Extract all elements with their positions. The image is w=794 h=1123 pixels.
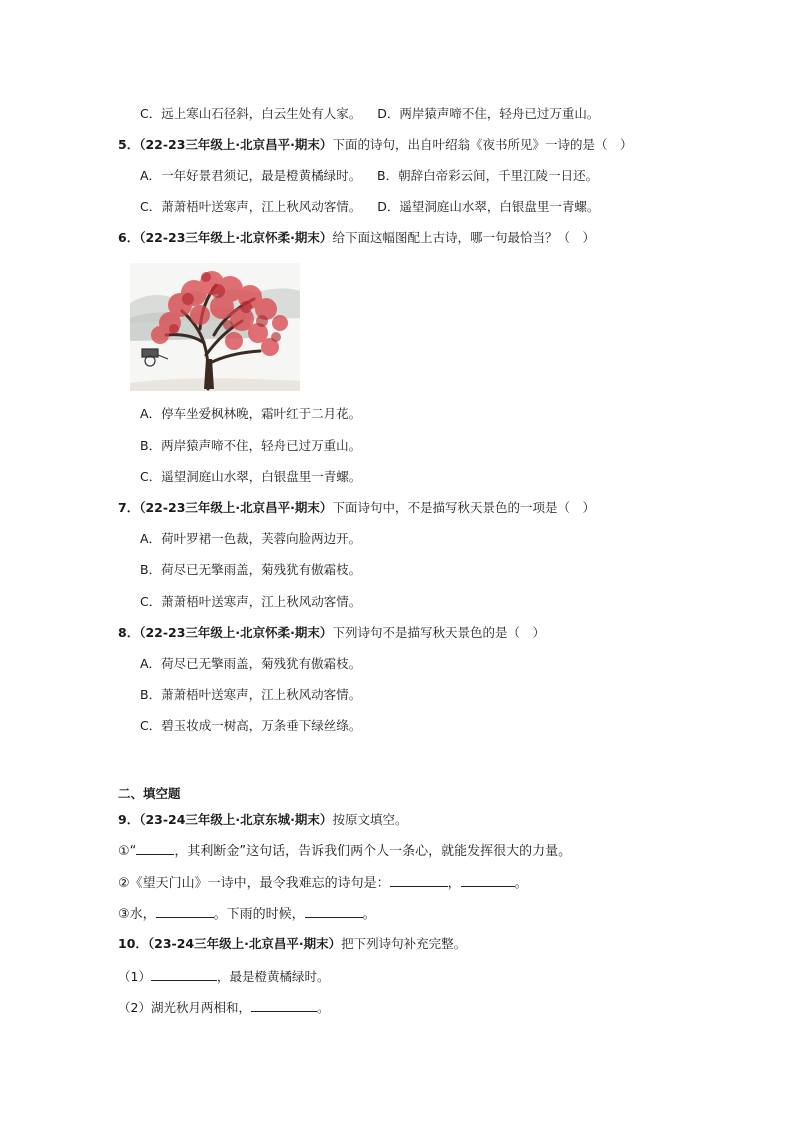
item-text: 。 bbox=[362, 907, 376, 922]
option-letter: B． bbox=[140, 562, 162, 577]
q7-stem bbox=[118, 500, 595, 516]
maple-tree-painting bbox=[130, 263, 300, 391]
answer-blank[interactable] bbox=[136, 842, 174, 855]
item-text: 《望天门山》一诗中，最令我难忘的诗句是： bbox=[129, 876, 390, 891]
item-text: 湖光秋月两相和， bbox=[150, 1000, 251, 1015]
q8-option-a bbox=[140, 656, 361, 672]
question-stem: 下面的诗句，出自叶绍翁《夜书所见》一诗的是（ ） bbox=[332, 137, 633, 152]
q5-option-row bbox=[140, 199, 599, 215]
item-text: ，其利断金”这句话，告诉我们两个人一条心，就能发挥很大的力量。 bbox=[174, 844, 572, 859]
answer-blank[interactable] bbox=[305, 905, 363, 918]
option-text: 萧萧梧叶送寒声，江上秋风动客情。 bbox=[161, 199, 362, 214]
question-stem: 按原文填空。 bbox=[332, 812, 408, 827]
option-text: 两岸猿声啼不住，轻舟已过万重山。 bbox=[161, 438, 362, 453]
q10-item-2 bbox=[118, 999, 329, 1016]
q10-item-1 bbox=[118, 968, 329, 985]
answer-blank[interactable] bbox=[156, 905, 214, 918]
item-text: 。 bbox=[514, 876, 528, 891]
item-text: 。下雨的时候， bbox=[213, 907, 305, 922]
q6-option-c bbox=[140, 469, 361, 485]
question-source: （22-23三年级上·北京怀柔·期末） bbox=[139, 230, 333, 245]
q5-stem bbox=[118, 137, 632, 153]
option-letter: C． bbox=[140, 106, 162, 121]
question-stem: 给下面这幅图配上古诗，哪一句最恰当？（ ） bbox=[332, 230, 595, 245]
option-text: 朝辞白帝彩云间，千里江陵一日还。 bbox=[398, 168, 599, 183]
q9-stem bbox=[118, 812, 407, 828]
option-text: 萧萧梧叶送寒声，江上秋风动客情。 bbox=[161, 687, 362, 702]
q7-option-b bbox=[140, 562, 361, 578]
item-text: 水， bbox=[129, 907, 156, 922]
option-letter: B． bbox=[377, 168, 399, 183]
option-letter: C． bbox=[140, 199, 162, 214]
question-source: （23-24三年级上·北京昌平·期末） bbox=[147, 936, 342, 951]
option-text: 远上寒山石径斜，白云生处有人家。 bbox=[161, 106, 362, 121]
option-letter: C． bbox=[140, 718, 162, 733]
item-text: ，最是橙黄橘绿时。 bbox=[216, 969, 330, 984]
question-source: （22-23三年级上·北京昌平·期末） bbox=[139, 500, 333, 515]
question-stem: 下面诗句中，不是描写秋天景色的一项是（ ） bbox=[332, 500, 595, 515]
option-letter: C． bbox=[140, 469, 162, 484]
option-letter: A． bbox=[140, 656, 162, 671]
item-marker: （2） bbox=[118, 1000, 151, 1015]
question-stem: 下列诗句不是描写秋天景色的是（ ） bbox=[332, 625, 545, 640]
item-marker: ① bbox=[118, 844, 130, 859]
q4-option-row bbox=[140, 106, 599, 122]
q8-option-c bbox=[140, 718, 361, 734]
question-stem: 把下列诗句补充完整。 bbox=[341, 936, 467, 951]
q6-stem bbox=[118, 230, 595, 246]
question-number: 6． bbox=[118, 230, 140, 245]
option-text: 荷尽已无擎雨盖，菊残犹有傲霜枝。 bbox=[161, 562, 362, 577]
option-letter: A． bbox=[140, 168, 162, 183]
option-letter: D． bbox=[377, 199, 400, 214]
option-letter: B． bbox=[140, 687, 162, 702]
option-text: 萧萧梧叶送寒声，江上秋风动客情。 bbox=[161, 594, 362, 609]
option-letter: B． bbox=[140, 438, 162, 453]
question-source: （22-23三年级上·北京昌平·期末） bbox=[139, 137, 333, 152]
q7-option-a bbox=[140, 531, 361, 547]
q8-option-b bbox=[140, 687, 361, 703]
answer-blank[interactable] bbox=[461, 874, 515, 887]
option-text: 遥望洞庭山水翠，白银盘里一青螺。 bbox=[161, 469, 362, 484]
answer-blank[interactable] bbox=[151, 968, 217, 981]
option-text: 一年好景君须记，最是橙黄橘绿时。 bbox=[161, 168, 362, 183]
question-number: 7． bbox=[118, 500, 140, 515]
option-text: 荷尽已无擎雨盖，菊残犹有傲霜枝。 bbox=[161, 656, 362, 671]
question-source: （23-24三年级上·北京东城·期末） bbox=[139, 812, 333, 827]
option-letter: A． bbox=[140, 531, 162, 546]
question-number: 9． bbox=[118, 812, 140, 827]
option-letter: D． bbox=[377, 106, 400, 121]
section-title: 二、填空题 bbox=[118, 786, 181, 801]
option-letter: C． bbox=[140, 594, 162, 609]
question-source: （22-23三年级上·北京怀柔·期末） bbox=[139, 625, 333, 640]
answer-blank[interactable] bbox=[251, 999, 317, 1012]
q5-option-row bbox=[140, 168, 598, 184]
q10-stem bbox=[118, 936, 466, 952]
item-marker: （1） bbox=[118, 969, 151, 984]
item-text: ， bbox=[447, 876, 461, 891]
option-text: 停车坐爱枫林晚，霜叶红于二月花。 bbox=[161, 406, 362, 421]
question-number: 8． bbox=[118, 625, 140, 640]
q9-item-1 bbox=[118, 842, 571, 860]
option-letter: A． bbox=[140, 406, 162, 421]
item-text: “ bbox=[129, 844, 137, 859]
q6-option-a bbox=[140, 406, 361, 422]
answer-blank[interactable] bbox=[390, 874, 448, 887]
question-number: 5． bbox=[118, 137, 140, 152]
q8-stem bbox=[118, 625, 545, 641]
q9-item-2 bbox=[118, 874, 528, 892]
q6-option-b bbox=[140, 438, 361, 454]
q9-item-3 bbox=[118, 905, 376, 923]
option-text: 荷叶罗裙一色裁，芙蓉向脸两边开。 bbox=[161, 531, 362, 546]
q7-option-c bbox=[140, 594, 361, 610]
question-number: 10． bbox=[118, 936, 148, 951]
option-text: 遥望洞庭山水翠，白银盘里一青螺。 bbox=[399, 199, 600, 214]
item-marker: ② bbox=[118, 876, 130, 891]
option-text: 两岸猿声啼不住，轻舟已过万重山。 bbox=[399, 106, 600, 121]
item-text: 。 bbox=[316, 1000, 330, 1015]
option-text: 碧玉妆成一树高，万条垂下绿丝绦。 bbox=[161, 718, 362, 733]
item-marker: ③ bbox=[118, 907, 130, 922]
